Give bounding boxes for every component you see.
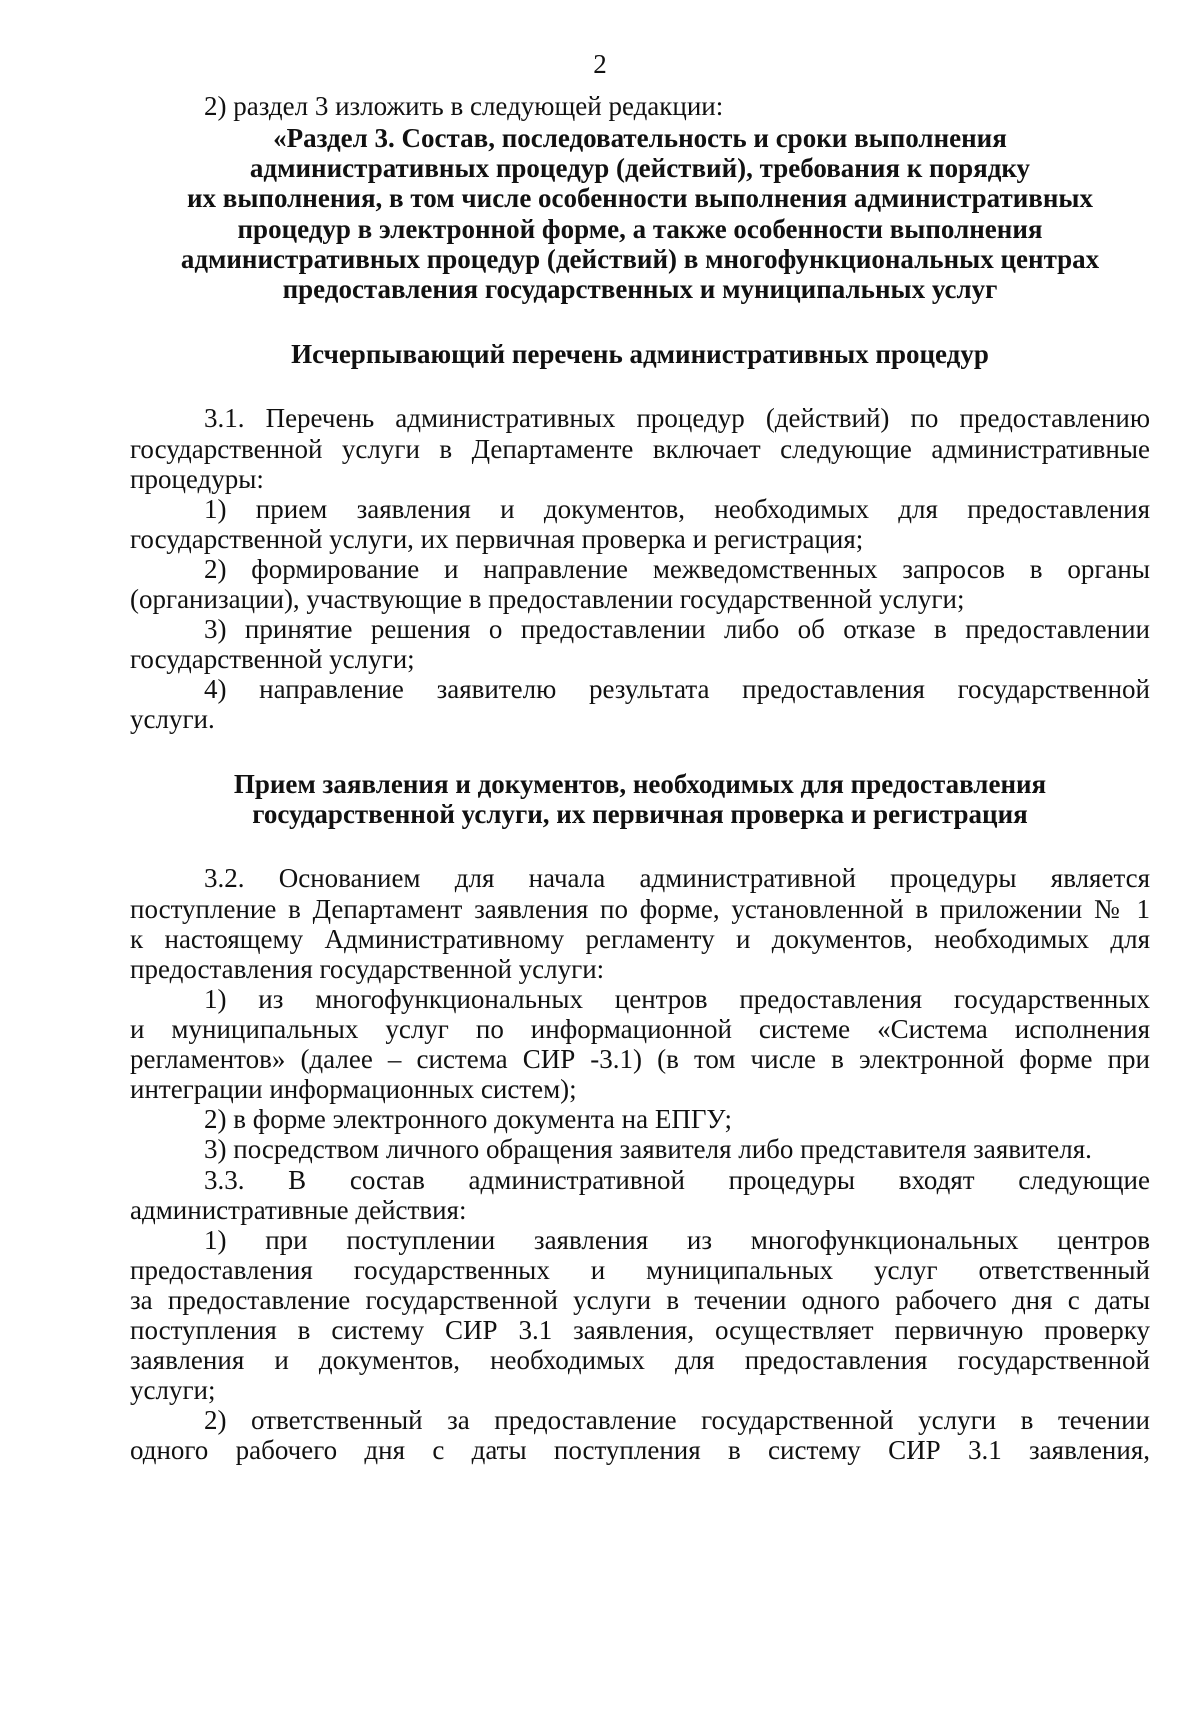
list-item-4-line: 4) направление заявителю результата предоставления государственной xyxy=(204,674,1150,704)
paragraph-3-3-1-line: предоставления государственных и муниципальных услуг ответственный xyxy=(130,1255,1150,1285)
section-title-line: предоставления государственных и муниципальных услуг xyxy=(282,274,998,304)
paragraph-3-1-line: государственной услуги в Департаменте включает следующие административные xyxy=(130,434,1150,464)
paragraph-3-3-1-line: услуги; xyxy=(130,1375,216,1405)
page-number: 2 xyxy=(593,49,607,79)
list-item-2-line: 2) формирование и направление межведомственных запросов в органы xyxy=(204,554,1150,584)
list-item-2-line: (организации), участвующие в предоставлении государственной услуги; xyxy=(130,584,965,614)
paragraph-3-1-line: 3.1. Перечень административных процедур (действий) по предоставлению xyxy=(204,403,1150,433)
section-title-line: их выполнения, в том числе особенности выполнения административных xyxy=(186,183,1094,213)
paragraph-3-3-1-line: поступления в систему СИР 3.1 заявления, осуществляет первичную проверку xyxy=(130,1315,1150,1345)
paragraph-3-3-1-line: заявления и документов, необходимых для предоставления государственной xyxy=(130,1345,1150,1375)
heading-reception-line: Прием заявления и документов, необходимых для предоставления xyxy=(233,769,1047,799)
heading-procedures-list: Исчерпывающий перечень административных процедур xyxy=(291,339,989,369)
section-title-line: административных процедур (действий) в многофункциональных центрах xyxy=(180,244,1100,274)
paragraph-3-2-line: поступление в Департамент заявления по форме, установленной в приложении № 1 xyxy=(130,894,1150,924)
paragraph-3-1-line: процедуры: xyxy=(130,464,264,494)
paragraph-3-2-1-line: 1) из многофункциональных центров предоставления государственных xyxy=(204,984,1150,1014)
paragraph-3-3-2-line: 2) ответственный за предоставление государственной услуги в течении xyxy=(204,1405,1150,1435)
list-item-1-line: 1) прием заявления и документов, необходимых для предоставления xyxy=(204,494,1150,524)
paragraph-3-3-line: 3.3. В состав административной процедуры входят следующие xyxy=(204,1165,1150,1195)
section-title-line: процедур в электронной форме, а также особенности выполнения xyxy=(237,214,1043,244)
heading-reception-line: государственной услуги, их первичная проверка и регистрация xyxy=(252,799,1028,829)
list-item-3-line: государственной услуги; xyxy=(130,644,415,674)
paragraph-3-2-3: 3) посредством личного обращения заявителя либо представителя заявителя. xyxy=(204,1134,1092,1164)
paragraph-3-3-1-line: 1) при поступлении заявления из многофункциональных центров xyxy=(204,1225,1150,1255)
section-title-line: «Раздел 3. Состав, последовательность и сроки выполнения xyxy=(273,123,1007,153)
paragraph-3-2-line: предоставления государственной услуги: xyxy=(130,954,605,984)
paragraph-3-3-line: административные действия: xyxy=(130,1195,467,1225)
section-title-line: административных процедур (действий), требования к порядку xyxy=(249,153,1031,183)
paragraph-3-3-2-line: одного рабочего дня с даты поступления в систему СИР 3.1 заявления, xyxy=(130,1435,1150,1465)
list-item-1-line: государственной услуги, их первичная проверка и регистрация; xyxy=(130,524,864,554)
list-item-4-line: услуги. xyxy=(130,704,215,734)
paragraph-3-3-1-line: за предоставление государственной услуги в течении одного рабочего дня с даты xyxy=(130,1285,1150,1315)
intro-line: 2) раздел 3 изложить в следующей редакции: xyxy=(204,91,724,121)
list-item-3-line: 3) принятие решения о предоставлении либо об отказе в предоставлении xyxy=(204,614,1150,644)
paragraph-3-2-line: 3.2. Основанием для начала административной процедуры является xyxy=(204,863,1150,893)
paragraph-3-2-1-line: регламентов» (далее – система СИР -3.1) (в том числе в электронной форме при xyxy=(130,1044,1150,1074)
paragraph-3-2-1-line: и муниципальных услуг по информационной системе «Система исполнения xyxy=(130,1014,1150,1044)
paragraph-3-2-2: 2) в форме электронного документа на ЕПГУ; xyxy=(204,1104,733,1134)
paragraph-3-2-line: к настоящему Административному регламенту и документов, необходимых для xyxy=(130,924,1150,954)
paragraph-3-2-1-line: интеграции информационных систем); xyxy=(130,1074,577,1104)
